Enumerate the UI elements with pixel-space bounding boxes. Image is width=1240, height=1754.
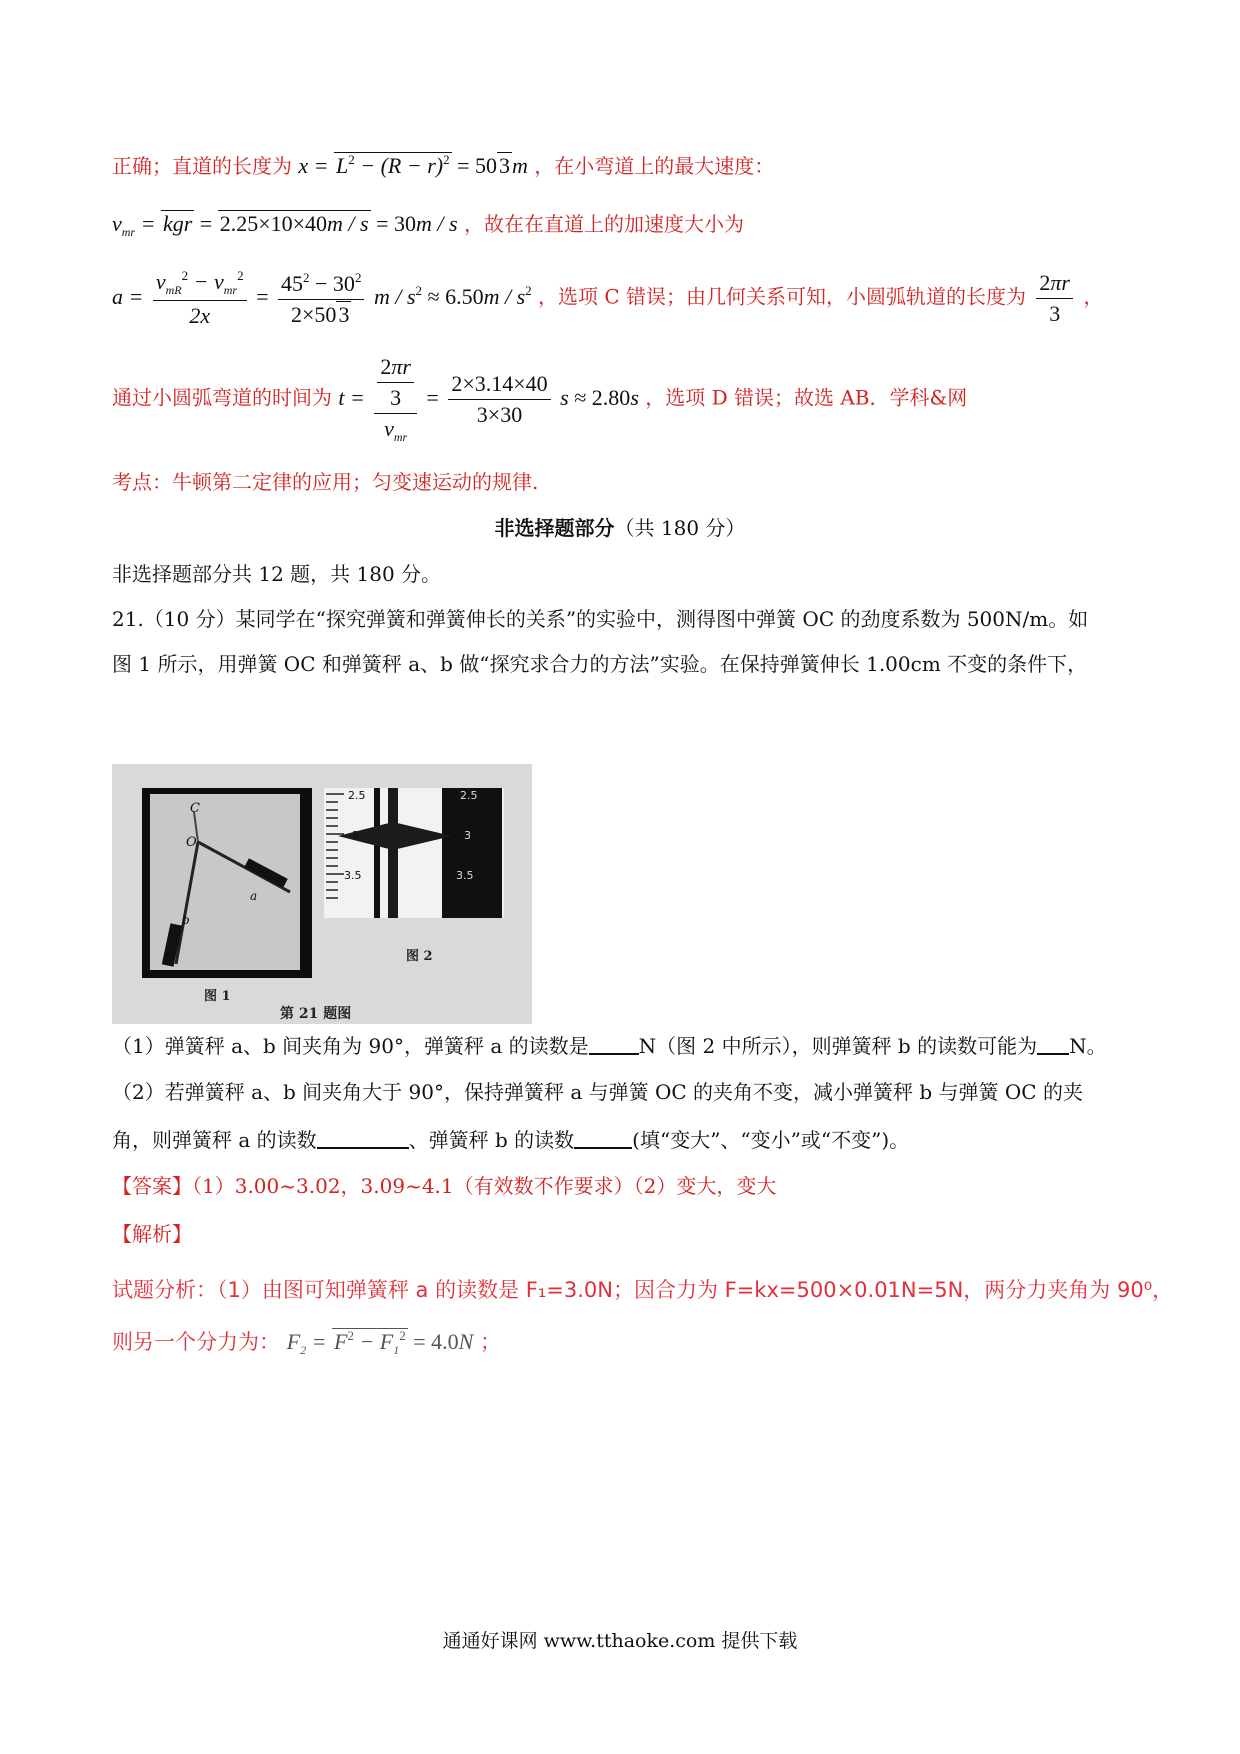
fig2-label: 图 2 <box>406 949 433 964</box>
q21-figure-image <box>112 764 532 1024</box>
answer-line: 【答案】（1）3.00~3.02，3.09~4.1（有效数不作要求）（2）变大，变大 <box>112 1174 777 1198</box>
straight-length-formula: $x = L^2 - (R - r)^2 = 503m$ <box>298 152 528 178</box>
solution-line-3 <box>112 268 1103 329</box>
line1-mid: ，在小弯道上的最大速度： <box>534 154 775 178</box>
fig2-left-tick-label: 3.5 <box>344 869 362 882</box>
answer-blank-a[interactable] <box>589 1053 639 1055</box>
fig1-letter-a: a <box>250 889 258 903</box>
fig2-dark-block <box>442 788 502 918</box>
solution-line-1 <box>112 150 774 179</box>
line2-tail: ，故在在直道上的加速度大小为 <box>463 212 744 236</box>
q21-part1-b: N（图 2 中所示），则弹簧秤 b 的读数可能为 <box>638 1034 1038 1058</box>
q21-part1-c: N。 <box>1069 1034 1107 1058</box>
q21-part1-a: （1）弹簧秤 a、b 间夹角为 90°，弹簧秤 a 的读数是 <box>112 1034 589 1058</box>
fig2-right-tick-label: 3 <box>464 829 471 842</box>
line1-lead: 正确；直道的长度为 <box>112 154 292 178</box>
q21-part2-line2 <box>112 1124 909 1153</box>
analysis-line-2 <box>112 1326 501 1358</box>
q21-part2-line1: （2）若弹簧秤 a、b 间夹角大于 90°，保持弹簧秤 a 与弹簧 OC 的夹角不变，减小弹簧秤 b 与弹簧 OC 的夹 <box>112 1080 1083 1104</box>
q21-part1 <box>112 1030 1107 1059</box>
fig1-letter-b: b <box>182 913 190 927</box>
solution-line-2 <box>112 208 744 240</box>
section-title: 非选择题部分 <box>494 516 615 540</box>
line3-mid: ，选项 C 错误；由几何关系可知，小圆弧轨道的长度为 <box>538 284 1027 309</box>
max-speed-formula: $v_{mr}$ = kgr = 2.25×10×40m / s = 30m / s <box>112 211 458 239</box>
figure-caption: 第 21 题图 <box>280 1006 352 1022</box>
arc-length-formula: $\frac{2\pi r}{3}$ <box>1032 284 1077 309</box>
q21-figure <box>112 764 532 1024</box>
line4-lead: 通过小圆弧弯道的时间为 <box>112 385 332 410</box>
fig2-rod-center <box>388 788 398 918</box>
answer-blank-d[interactable] <box>574 1147 632 1149</box>
analysis-line2-tail: ； <box>480 1330 502 1354</box>
line4-tail: ，选项 D 错误；故选 AB．学科&网 <box>645 385 968 410</box>
q21-line-2: 图 1 所示，用弹簧 OC 和弹簧秤 a、b 做“探究求合力的方法”实验。在保持弹簧伸长 1.00cm 不变的条件下， <box>112 652 1088 676</box>
answer-blank-c[interactable] <box>317 1147 409 1149</box>
fig1-letter-o: O <box>186 835 197 850</box>
analysis-line2-lead: 则另一个分力为： <box>112 1330 280 1354</box>
fig1-letter-c: C <box>190 801 200 816</box>
fig2-right-tick-label: 3.5 <box>456 869 474 882</box>
q21-part2-c: (填“变大”、“变小”或“不变”)。 <box>632 1128 910 1152</box>
acceleration-formula: a = $\frac{v_{mR}^2 - v_{mr}^2}{2x}$ = $\frac{45^2 - 30^2}{2\times 503}$ $m / s^2 \approx 6.50m / s^2$ <box>112 268 532 328</box>
jiexi-label: 【解析】 <box>112 1222 192 1246</box>
q21-part2-a: 角，则弹簧秤 a 的读数 <box>112 1128 317 1152</box>
q21-part2-b: 、弹簧秤 b 的读数 <box>408 1128 575 1152</box>
fig2-rod-left <box>374 788 380 918</box>
solution-line-4 <box>112 354 967 445</box>
fig2-right-tick-label: 2.5 <box>460 789 478 802</box>
analysis-line-1: 试题分析：（1）由图可知弹簧秤 a 的读数是 F₁=3.0N；因合力为 F=kx=500×0.01N=5N，两分力夹角为 90⁰， <box>112 1278 1174 1302</box>
section-heading <box>0 512 1240 541</box>
footer: 通通好课网 www.tthaoke.com 提供下载 <box>442 1630 798 1652</box>
force-formula: $F_2 = F^2 - F_1^2 = 4.0N$ <box>286 1328 474 1357</box>
q21-line-1: 21.（10 分）某同学在“探究弹簧和弹簧伸长的关系”的实验中，测得图中弹簧 OC 的劲度系数为 500N/m。如 <box>112 607 1089 631</box>
fig2-left-tick-label: 2.5 <box>348 789 366 802</box>
answer-blank-b[interactable] <box>1037 1053 1069 1055</box>
fig1-label: 图 1 <box>204 989 231 1004</box>
line3-tail: ， <box>1083 284 1104 309</box>
fig2-left-tick-label: 3 <box>352 829 359 842</box>
section-note: （共 180 分） <box>614 516 746 540</box>
section-desc: 非选择题部分共 12 题，共 180 分。 <box>112 562 442 586</box>
kaodian: 考点：牛顿第二定律的应用；匀变速运动的规律. <box>112 470 539 494</box>
arc-time-formula: t = $\frac{\frac{2\pi r}{3}}{v_{mr}}$ = $\frac{2\times 3.14\times 40}{3\times 30}$ s ≈ 2.80s <box>338 354 639 444</box>
